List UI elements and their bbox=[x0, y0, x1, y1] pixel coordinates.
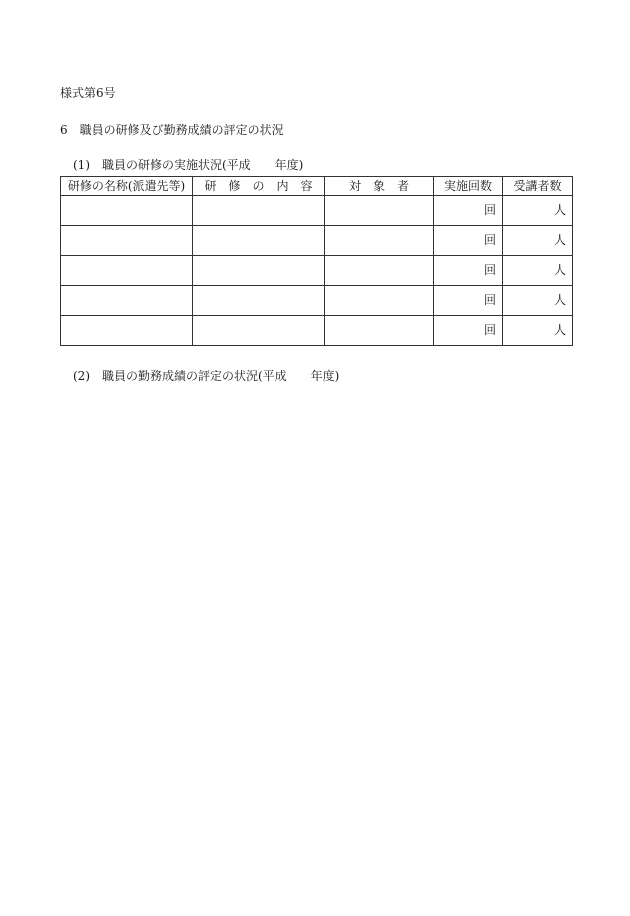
cell-count[interactable]: 回 bbox=[434, 286, 503, 316]
cell-count[interactable]: 回 bbox=[434, 196, 503, 226]
cell-training-content[interactable] bbox=[193, 286, 325, 316]
subsection-evaluation-title: (2) 職員の勤務成績の評定の状況(平成 年度) bbox=[73, 369, 340, 383]
table-row bbox=[61, 316, 573, 346]
cell-participants[interactable]: 人 bbox=[503, 286, 573, 316]
cell-training-name[interactable] bbox=[61, 196, 193, 226]
header-participants: 受講者数 bbox=[503, 177, 573, 196]
cell-participants[interactable]: 人 bbox=[503, 196, 573, 226]
table-row bbox=[61, 256, 573, 286]
cell-target[interactable] bbox=[325, 226, 434, 256]
header-target: 対 象 者 bbox=[325, 177, 434, 196]
cell-training-content[interactable] bbox=[193, 226, 325, 256]
form-number: 様式第6号 bbox=[60, 86, 116, 100]
table-row bbox=[61, 286, 573, 316]
cell-training-name[interactable] bbox=[61, 316, 193, 346]
cell-target[interactable] bbox=[325, 256, 434, 286]
header-count: 実施回数 bbox=[434, 177, 503, 196]
cell-participants[interactable]: 人 bbox=[503, 256, 573, 286]
cell-training-content[interactable] bbox=[193, 316, 325, 346]
cell-participants[interactable]: 人 bbox=[503, 316, 573, 346]
cell-target[interactable] bbox=[325, 196, 434, 226]
table-header-row bbox=[61, 177, 573, 196]
header-training-name: 研修の名称(派遣先等) bbox=[61, 177, 193, 196]
cell-training-name[interactable] bbox=[61, 256, 193, 286]
cell-participants[interactable]: 人 bbox=[503, 226, 573, 256]
cell-training-name[interactable] bbox=[61, 226, 193, 256]
cell-target[interactable] bbox=[325, 316, 434, 346]
cell-target[interactable] bbox=[325, 286, 434, 316]
cell-training-name[interactable] bbox=[61, 286, 193, 316]
cell-training-content[interactable] bbox=[193, 256, 325, 286]
header-training-content: 研 修 の 内 容 bbox=[193, 177, 325, 196]
section-title: 6 職員の研修及び勤務成績の評定の状況 bbox=[60, 123, 284, 137]
cell-count[interactable]: 回 bbox=[434, 316, 503, 346]
subsection-training-title: (1) 職員の研修の実施状況(平成 年度) bbox=[73, 158, 304, 172]
cell-training-content[interactable] bbox=[193, 196, 325, 226]
table-row bbox=[61, 196, 573, 226]
training-table bbox=[60, 176, 573, 346]
table-row bbox=[61, 226, 573, 256]
cell-count[interactable]: 回 bbox=[434, 226, 503, 256]
cell-count[interactable]: 回 bbox=[434, 256, 503, 286]
